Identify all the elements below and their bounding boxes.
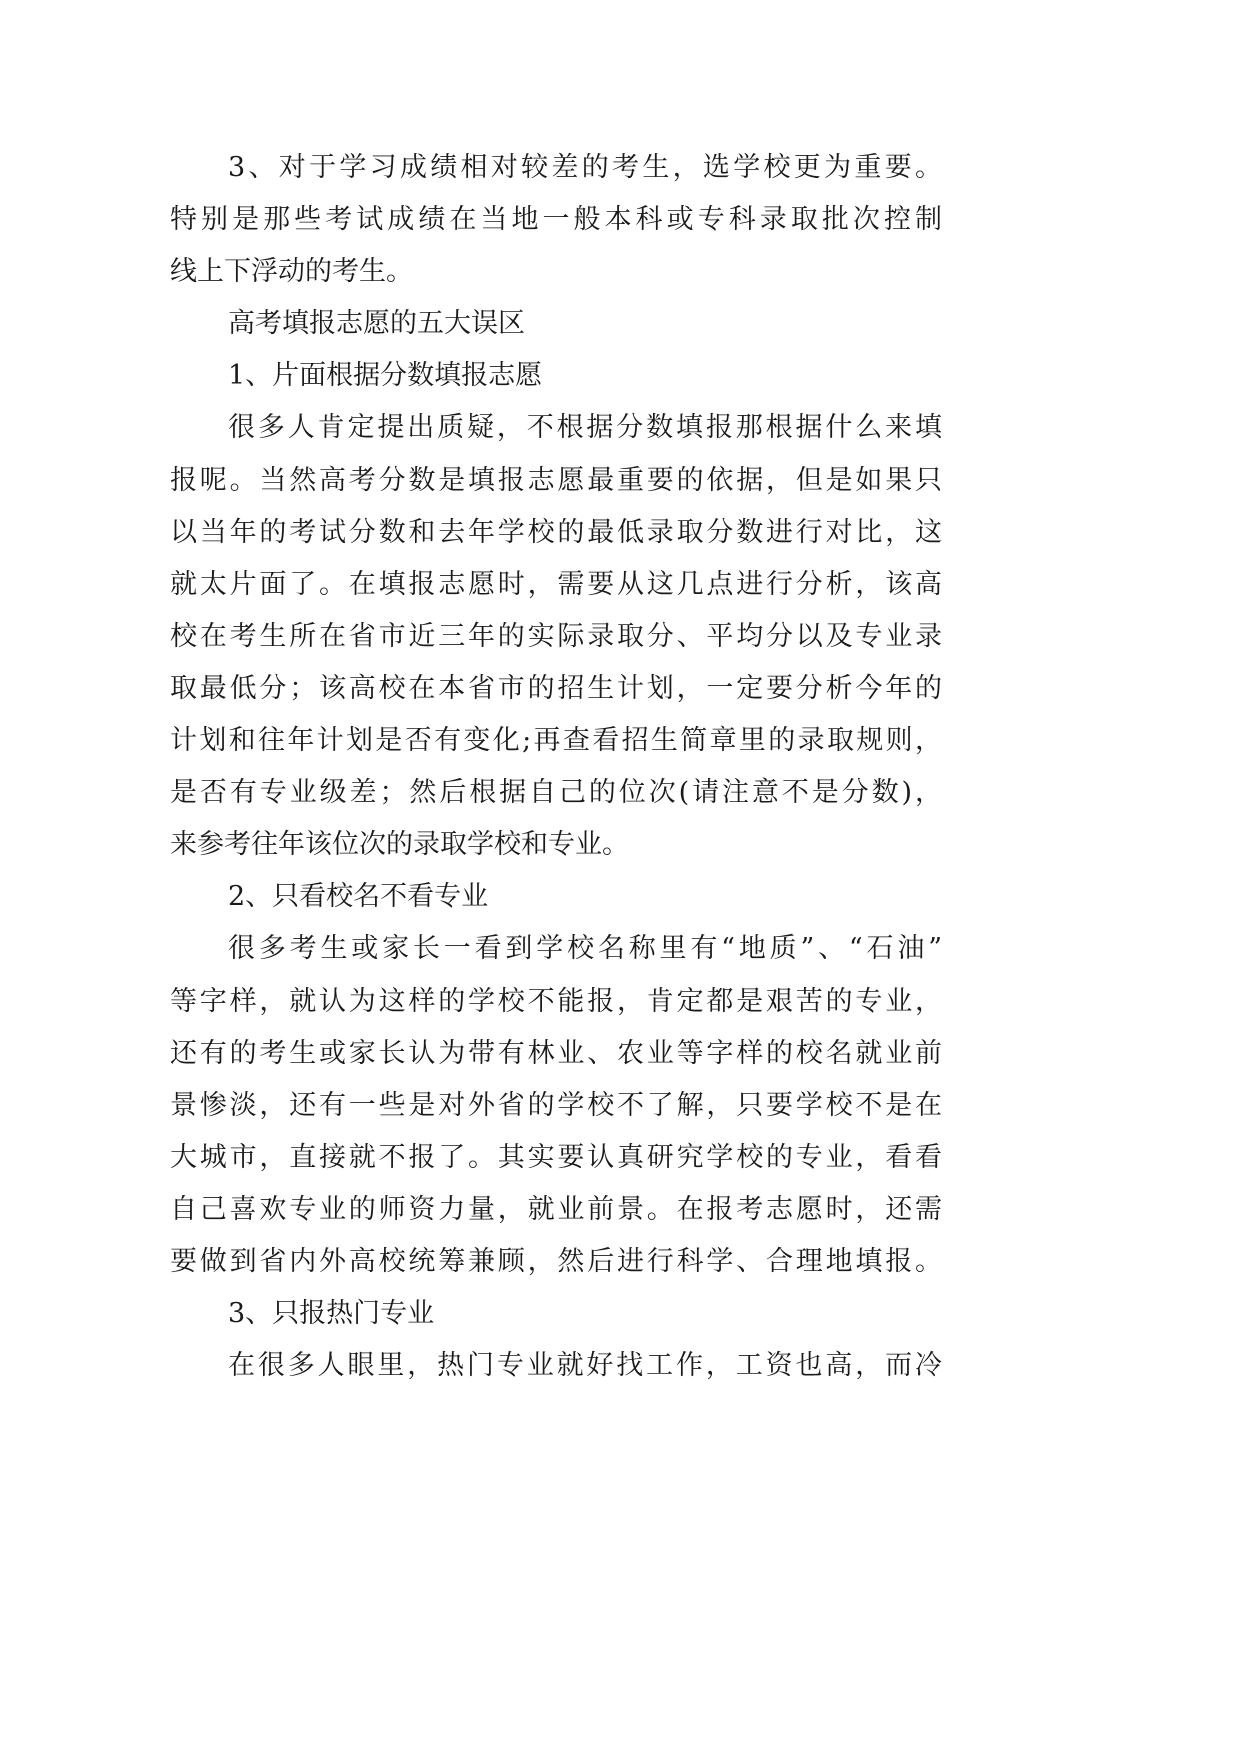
text-line: 自己喜欢专业的师资力量，就业前景。在报考志愿时，还需	[170, 1193, 942, 1225]
text-line: 很多人肯定提出质疑，不根据分数填报那根据什么来填	[228, 412, 942, 444]
text-line: 特别是那些考试成绩在当地一般本科或专科录取批次控制	[170, 204, 942, 236]
text-line: 大城市，直接就不报了。其实要认真研究学校的专业，看看	[170, 1141, 942, 1173]
text-line: 景惨淡，还有一些是对外省的学校不了解，只要学校不是在	[170, 1089, 942, 1121]
text-line: 等字样，就认为这样的学校不能报，肯定都是艰苦的专业，	[170, 985, 942, 1017]
section-heading: 高考填报志愿的五大误区	[228, 308, 525, 340]
text-line: 取最低分；该高校在本省市的招生计划，一定要分析今年的	[170, 672, 942, 704]
text-line: 3、对于学习成绩相对较差的考生，选学校更为重要。	[228, 152, 942, 183]
subsection-heading: 1、片面根据分数填报志愿	[228, 360, 543, 392]
text-line: 就太片面了。在填报志愿时，需要从这几点进行分析，该高	[170, 568, 942, 600]
text-line: 还有的考生或家长认为带有林业、农业等字样的校名就业前	[170, 1037, 942, 1069]
text-line: 以当年的考试分数和去年学校的最低录取分数进行对比，这	[170, 516, 942, 548]
text-line: 很多考生或家长一看到学校名称里有“地质”、“石油”	[228, 933, 942, 965]
text-line: 校在考生所在省市近三年的实际录取分、平均分以及专业录	[170, 620, 942, 652]
text-line: 来参考往年该位次的录取学校和专业。	[170, 829, 629, 861]
text-line: 在很多人眼里，热门专业就好找工作，工资也高，而冷	[228, 1350, 942, 1382]
subsection-heading: 3、只报热门专业	[228, 1298, 435, 1330]
subsection-heading: 2、只看校名不看专业	[228, 881, 489, 913]
text-line: 要做到省内外高校统筹兼顾，然后进行科学、合理地填报。	[170, 1245, 942, 1277]
text-line: 是否有专业级差；然后根据自己的位次(请注意不是分数)，	[170, 777, 942, 809]
text-line: 线上下浮动的考生。	[170, 256, 413, 288]
text-line: 计划和往年计划是否有变化;再查看招生简章里的录取规则，	[170, 725, 942, 757]
text-line: 报呢。当然高考分数是填报志愿最重要的依据，但是如果只	[170, 464, 942, 496]
document-page	[170, 146, 942, 1396]
